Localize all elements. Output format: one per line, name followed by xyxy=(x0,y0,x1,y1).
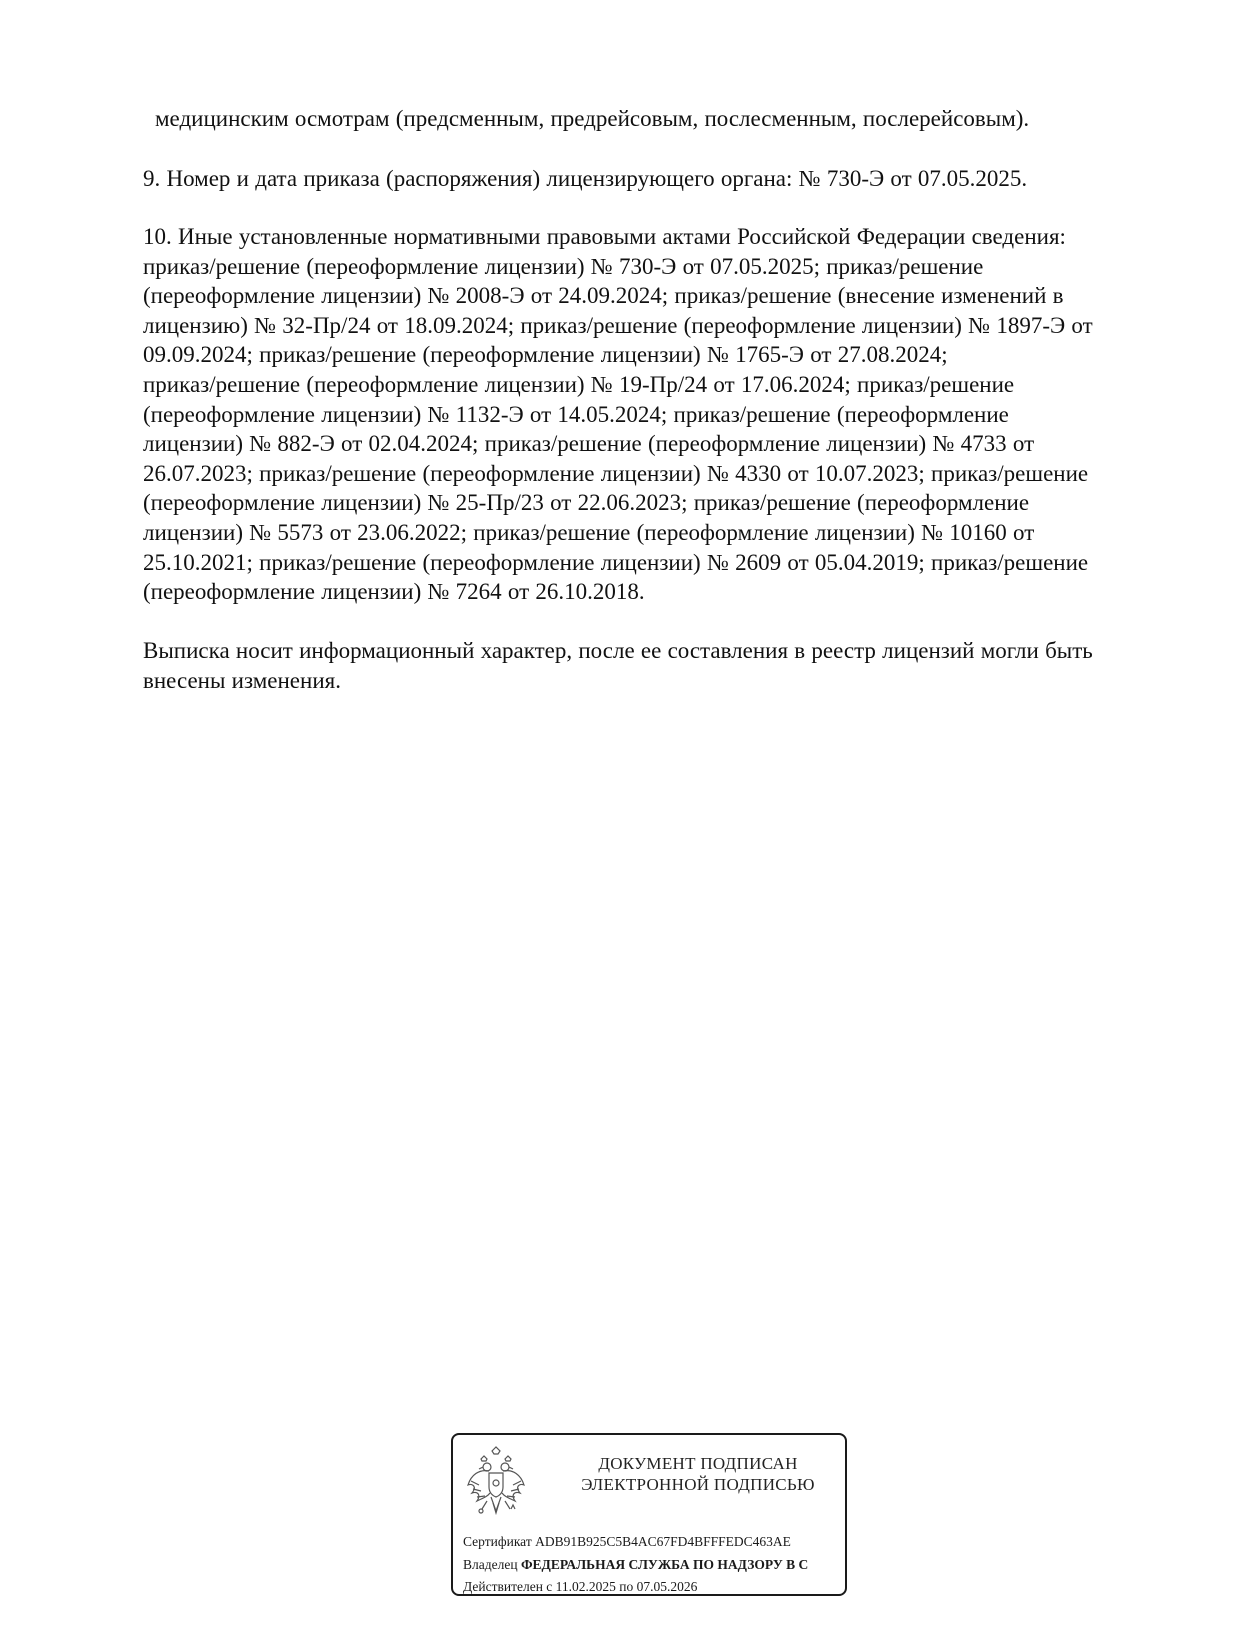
text-line: внесены изменения. xyxy=(143,667,341,693)
text-line: (переоформление лицензии) № 7264 от 26.10.2018. xyxy=(143,579,645,605)
owner-label: Владелец xyxy=(463,1557,518,1572)
stamp-title xyxy=(553,1453,843,1495)
text-line: (переоформление лицензии) № 2008-Э от 24.09.2024; приказ/решение (внесение изменений в xyxy=(143,283,1064,309)
text-line: 25.10.2021; приказ/решение (переоформление лицензии) № 2609 от 05.04.2019; приказ/решение xyxy=(143,549,1089,575)
text-line: приказ/решение (переоформление лицензии) № 19-Пр/24 от 17.06.2024; приказ/решение xyxy=(143,371,1015,397)
text-line: 10. Иные установленные нормативными правовыми актами Российской Федерации сведения: xyxy=(143,224,1066,249)
disclaimer-note xyxy=(143,636,1153,695)
double-headed-eagle-emblem-icon xyxy=(465,1445,527,1523)
text-line: лицензию) № 32-Пр/24 от 18.09.2024; приказ/решение (переоформление лицензии) № 1897-Э от xyxy=(143,312,1093,338)
validity-text: Действителен с 11.02.2025 по 07.05.2026 xyxy=(463,1579,698,1594)
stamp-validity xyxy=(463,1578,697,1595)
stamp-title-line: ДОКУМЕНТ ПОДПИСАН xyxy=(598,1454,798,1473)
certificate-value: ADB91B925C5B4AC67FD4BFFFEDC463AE xyxy=(535,1534,791,1549)
stamp-owner xyxy=(463,1556,808,1573)
text-line: 26.07.2023; приказ/решение (переоформление лицензии) № 4330 от 10.07.2023; приказ/решение xyxy=(143,460,1089,486)
certificate-label: Сертификат xyxy=(463,1534,532,1549)
text-line: лицензии) № 882-Э от 02.04.2024; приказ/решение (переоформление лицензии) № 4733 от xyxy=(143,431,1035,457)
owner-value: ФЕДЕРАЛЬНАЯ СЛУЖБА ПО НАДЗОРУ В С xyxy=(520,1557,809,1572)
text-line: (переоформление лицензии) № 25-Пр/23 от 22.06.2023; приказ/решение (переоформление xyxy=(143,490,1030,516)
text-line: лицензии) № 5573 от 23.06.2022; приказ/решение (переоформление лицензии) № 10160 от xyxy=(143,519,1035,545)
stamp-certificate xyxy=(463,1533,791,1550)
item10-other-info xyxy=(143,222,1153,607)
text-line: Выписка носит информационный характер, после ее составления в реестр лицензий могли быть xyxy=(143,638,1093,663)
text-line: 9. Номер и дата приказа (распоряжения) лицензирующего органа: № 730-Э от 07.05.2025. xyxy=(143,166,1028,191)
text-line: (переоформление лицензии) № 1132-Э от 14.05.2024; приказ/решение (переоформление xyxy=(143,401,1009,427)
text-line: медицинским осмотрам (предсменным, предрейсовым, послесменным, послерейсовым). xyxy=(155,106,1030,131)
stamp-title-line: ЭЛЕКТРОННОЙ ПОДПИСЬЮ xyxy=(581,1475,815,1494)
text-line: приказ/решение (переоформление лицензии) № 730-Э от 07.05.2025; приказ/решение xyxy=(143,253,984,279)
item9-order-number xyxy=(143,164,1153,194)
item8-continuation xyxy=(155,104,1165,134)
text-line: 09.09.2024; приказ/решение (переоформление лицензии) № 1765-Э от 27.08.2024; xyxy=(143,342,948,368)
electronic-signature-stamp xyxy=(451,1433,847,1596)
